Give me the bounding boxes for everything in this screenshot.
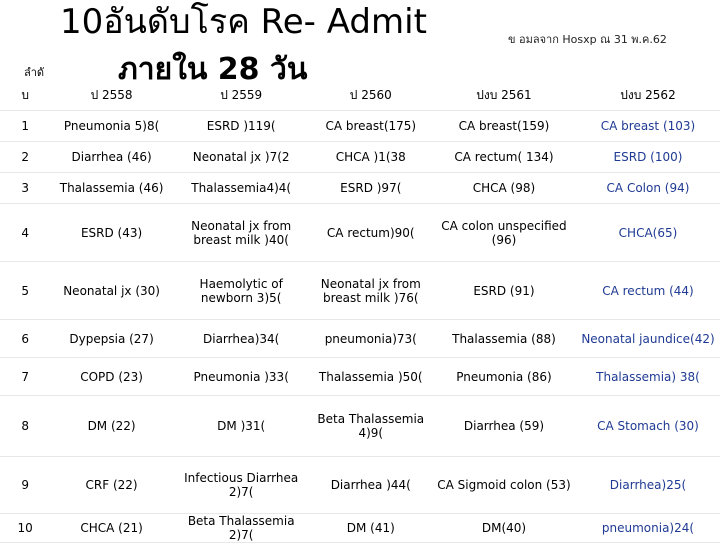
cell-2562: CA rectum (44)	[576, 262, 720, 320]
cell-2562: Thalassemia) 38(	[576, 358, 720, 396]
column-header-2562: ปงบ 2562	[576, 80, 720, 111]
cell-2559: Neonatal jx from breast milk )40(	[173, 204, 310, 262]
rank-cell: 7	[0, 358, 50, 396]
rank-cell: 2	[0, 142, 50, 173]
cell-2559: Infectious Diarrhea 2)7(	[173, 457, 310, 514]
table-row	[0, 358, 720, 396]
cell-2559: Pneumonia )33(	[173, 358, 310, 396]
column-header-2558: ป 2558	[50, 80, 172, 111]
cell-2558: DM (22)	[50, 396, 172, 457]
column-header-2559: ป 2559	[173, 80, 310, 111]
cell-2562: CHCA(65)	[576, 204, 720, 262]
cell-2559: ESRD )119(	[173, 111, 310, 142]
header-row	[0, 80, 720, 111]
cell-2559: Neonatal jx )7(2	[173, 142, 310, 173]
cell-2561: Thalassemia (88)	[432, 320, 576, 358]
rank-cell: 1	[0, 111, 50, 142]
rank-header: ลำดั	[24, 66, 45, 79]
cell-2560: Beta Thalassemia 4)9(	[310, 396, 432, 457]
cell-2560: Thalassemia )50(	[310, 358, 432, 396]
cell-2562: CA Colon (94)	[576, 173, 720, 204]
cell-2562: pneumonia)24(	[576, 514, 720, 543]
cell-2560: CA breast(175)	[310, 111, 432, 142]
cell-2558: Diarrhea (46)	[50, 142, 172, 173]
rank-cell: 5	[0, 262, 50, 320]
table-row	[0, 262, 720, 320]
cell-2562: Diarrhea)25(	[576, 457, 720, 514]
cell-2560: pneumonia)73(	[310, 320, 432, 358]
cell-2561: ESRD (91)	[432, 262, 576, 320]
cell-2558: CHCA (21)	[50, 514, 172, 543]
table-row	[0, 204, 720, 262]
column-header-2561: ปงบ 2561	[432, 80, 576, 111]
cell-2561: CHCA (98)	[432, 173, 576, 204]
cell-2561: DM(40)	[432, 514, 576, 543]
cell-2562: ESRD (100)	[576, 142, 720, 173]
cell-2562: CA breast (103)	[576, 111, 720, 142]
cell-2560: ESRD )97(	[310, 173, 432, 204]
cell-2560: DM (41)	[310, 514, 432, 543]
cell-2558: Neonatal jx (30)	[50, 262, 172, 320]
cell-2558: COPD (23)	[50, 358, 172, 396]
rank-cell: 9	[0, 457, 50, 514]
table-row	[0, 514, 720, 543]
cell-2558: Dypepsia (27)	[50, 320, 172, 358]
cell-2559: Diarrhea)34(	[173, 320, 310, 358]
slide-subtitle: ภายใน 28 วัน	[118, 52, 308, 87]
cell-2561: Pneumonia (86)	[432, 358, 576, 396]
cell-2560: CA rectum)90(	[310, 204, 432, 262]
rank-cell: 3	[0, 173, 50, 204]
readmit-table	[0, 80, 720, 543]
cell-2558: ESRD (43)	[50, 204, 172, 262]
table-row	[0, 111, 720, 142]
table-row	[0, 173, 720, 204]
slide-title: 10อันดับโรค Re- Admit	[60, 2, 427, 42]
table-row	[0, 396, 720, 457]
table-row	[0, 320, 720, 358]
column-header-2560: ป 2560	[310, 80, 432, 111]
cell-2561: CA breast(159)	[432, 111, 576, 142]
rank-cell: 10	[0, 514, 50, 543]
cell-2562: Neonatal jaundice(42)	[576, 320, 720, 358]
cell-2560: Neonatal jx from breast milk )76(	[310, 262, 432, 320]
cell-2558: CRF (22)	[50, 457, 172, 514]
cell-2560: Diarrhea )44(	[310, 457, 432, 514]
cell-2559: Thalassemia4)4(	[173, 173, 310, 204]
cell-2561: CA colon unspecified (96)	[432, 204, 576, 262]
cell-2559: DM )31(	[173, 396, 310, 457]
cell-2561: Diarrhea (59)	[432, 396, 576, 457]
cell-2561: CA rectum( 134)	[432, 142, 576, 173]
column-header-rank: บ	[0, 80, 50, 111]
table-row	[0, 457, 720, 514]
cell-2561: CA Sigmoid colon (53)	[432, 457, 576, 514]
rank-cell: 4	[0, 204, 50, 262]
cell-2558: Thalassemia (46)	[50, 173, 172, 204]
cell-2558: Pneumonia 5)8(	[50, 111, 172, 142]
cell-2559: Haemolytic of newborn 3)5(	[173, 262, 310, 320]
rank-cell: 6	[0, 320, 50, 358]
cell-2562: CA Stomach (30)	[576, 396, 720, 457]
source-note: ข อมลจาก Hosxp ณ 31 พ.ค.62	[508, 33, 667, 46]
cell-2560: CHCA )1(38	[310, 142, 432, 173]
cell-2559: Beta Thalassemia 2)7(	[173, 514, 310, 543]
rank-cell: 8	[0, 396, 50, 457]
table-row	[0, 142, 720, 173]
